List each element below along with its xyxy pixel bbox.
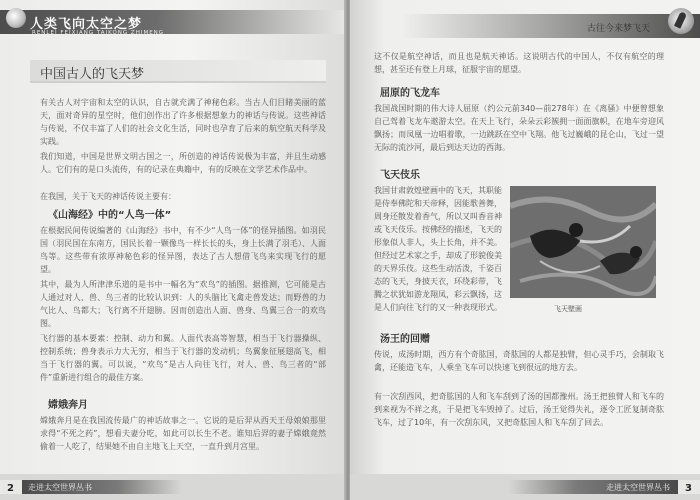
paragraph: 有一次刮西风，把奇肱国的人和飞车刮到了汤的国都豫州。汤王把独臂人和飞车的到来视为不祥之兆，于是把飞车毁掉了。过后，汤王觉得失礼，逐令工匠复制奇肱飞车，过了10年，有一次刮东风，又把奇肱国人和飞车刮了回去。 [374,392,664,427]
right-header-title: 古往今来梦飞天 [586,24,650,34]
paragraph: 在我国，关于飞天的神话传说主要有： [40,192,176,201]
series-name: 走进太空世界丛书 [606,483,670,492]
subsection-heading: 嫦娥奔月 [48,400,88,411]
paragraph: 在根据民间传说编著的《山海经》书中，有不少“人鸟一体”的怪异插图。如羽民国（羽民国在东南方，国民长着一颗像鸟一样长长的头，身上长满了羽毛）、人面鸟等。这些带有浓厚神秘色彩的怪异图，表达了古人想借飞鸟来实现飞行的愿望。 [40,226,326,274]
subsection-heading: 飞天伎乐 [380,170,420,181]
right-footer [350,474,700,500]
paragraph: 传说，成汤时期，西方有个奇肱国，奇肱国的人都是独臂，但心灵手巧，会制取飞禽，还能造飞车，人乘坐飞车可以快速飞到很远的地方去。 [374,350,664,372]
right-page [350,0,700,500]
paragraph: 嫦娥奔月是在我国流传最广的神话故事之一。它说的是后羿从西天王母娘娘那里求得“不死之药”，想看夫妻分吃，如此可以长生不老。谁知后羿的妻子嫦娥竟然偷着一人吃了，结果她不由自主地飞上天空，一直升到月宫里。 [40,416,326,451]
paragraph: 我国甘肃敦煌壁画中的飞天，其职能是侍奉佛陀和天帝释，因能歌善舞，周身还散发着香气，所以又叫香音神或飞天伎乐。按佛经的描述，飞天的形象似人非人，头上长角，并不美。但经过艺术家之手，却成了形貌俊美的天界乐伎。这些生动活泼，千姿百态的飞天，身披天衣，环绕彩带，飞腾之状犹如游龙翔凤，彩云飘扬，这是人们向往飞行的又一种表现形式。 [374,186,502,312]
page-number: 2 [7,483,14,494]
feitian-mural-image [510,186,656,298]
page-number: 3 [685,483,692,494]
left-running-header [0,6,346,40]
paragraph: 我国战国时期的伟大诗人屈原（约公元前340—前278年）在《离骚》中便曾想象自己驾着飞龙车遨游太空。在天上飞行，朵朵云彩簇拥一面面旗帜，在地车旁迎风飘扬；而凤凰一边唱着歌，一边跳跃在空中飞翔。他飞过巍峨的昆仑山，飞过一望无际的流沙河，最后到达天边的西海。 [374,104,664,152]
paragraph: 有关古人对宇宙和太空的认识，自古就充满了神秘色彩。当古人们目睹美丽的蓝天，面对奇异的星空时，他们创作出了许多根据想象力的神话与传说。这些神话与传说，不仅丰富了人们的社会文化生活，同时也孕育了后来的航空航天科学及实践。 [40,98,326,146]
subsection-heading: 屈原的飞龙车 [380,88,440,99]
paragraph: 这不仅是航空神话，而且也是航天神话。这说明古代的中国人，不仅有航空的理想，甚至还有登上月球，征服宇宙的愿望。 [374,52,664,74]
paragraph: 我们知道，中国是世界文明古国之一，所创造的神话传说极为丰富，并且生动感人。它们有的是口头流传，有的记录在典籍中，有的反映在文学艺术作品中。 [40,152,326,174]
left-header-subtitle: RENLEI FEIXIANG TAIKONG ZHIMENG [32,30,165,36]
subsection-heading: 《山海经》中的“人鸟一体” [48,210,172,221]
section-title-band [30,60,326,83]
left-header-title: 人类飞向太空之梦 [30,17,143,32]
rocket-icon [668,8,694,34]
left-page [0,0,346,500]
figure-caption: 飞天壁画 [554,305,582,313]
feitian-mural-icon [510,186,656,298]
subsection-heading: 汤王的回赠 [380,334,430,345]
right-running-header [350,8,700,42]
planet-logo-icon [6,8,26,28]
series-name: 走进太空世界丛书 [28,483,92,492]
paragraph: 其中，最为人所津津乐道的是书中一幅名为“欢鸟”的插图。据推测，它可能是古人通过对人、兽、鸟三者的比较认识到：人的头脑比飞禽走兽发达；而野兽的力气比人、鸟都大；飞行离不开翅膀。因而创造出人面、兽身、鸟翼三合一的欢鸟图。 [40,280,326,328]
paragraph: 飞行器的基本要素：控制、动力和翼。人面代表高等智慧，相当于飞行器操纵、控制系统；兽身表示力大无穷，相当于飞行器的发动机；鸟翼象征展翅高飞，相当于飞行器的翼。可以说，“欢鸟”是古人向往飞行，对人、兽、鸟三者的“部件”重新进行组合的最佳方案。 [40,334,326,382]
section-title: 中国古人的飞天梦 [40,67,145,82]
header-band [400,14,700,38]
left-footer [0,474,346,500]
